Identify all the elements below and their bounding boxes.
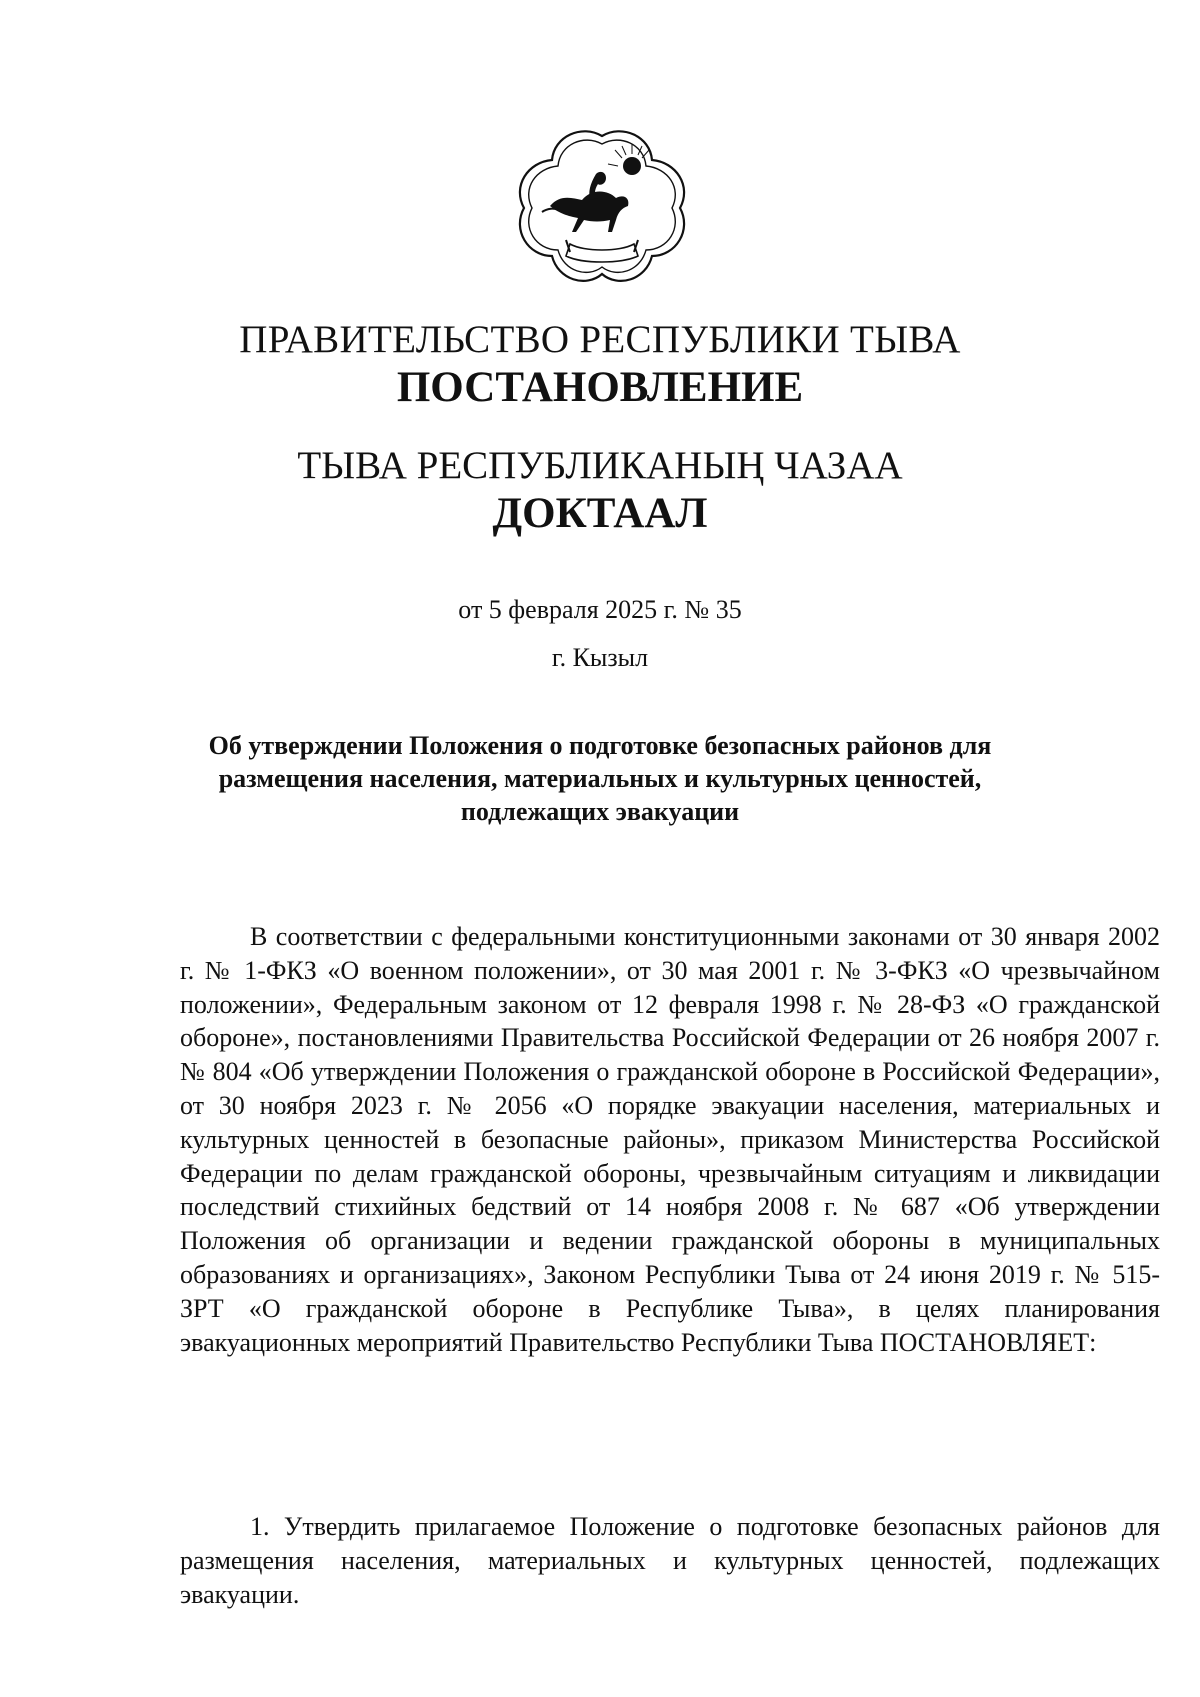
document-date-number: от 5 февраля 2025 г. № 35: [458, 595, 742, 624]
organization-name-tv: ТЫВА РЕСПУБЛИКАНЫҢ ЧАЗАА: [297, 444, 903, 487]
preamble-paragraph: В соответствии с федеральными конституционными законами от 30 января 2002 г. № 1-ФКЗ «О военном положении», от 30 мая 2001 г. № 3-ФКЗ «О чрезвычайном положении», Федеральным законом от 12 февраля 1998 г. № 28-ФЗ «О гражданской обороне», постановлениями Правительства Российской Федерации от 26 ноября 2007 г. № 804 «Об утверждении Положения о гражданской обороне в Российской Федерации», от 30 ноября 2023 г. № 2056 «О порядке эвакуации населения, материальных и культурных ценностей в безопасные районы», приказом Министерства Российской Федерации по делам гражданской обороны, чрезвычайным ситуациям и ликвидации последствий стихийных бедствий от 14 ноября 2008 г. № 687 «Об утверждении Положения об организации и ведении гражданской обороны в муниципальных образованиях и организациях», Законом Республики Тыва от 24 июня 2019 г. № 515-ЗРТ «О гражданской обороне в Республике Тыва», в целях планирования эвакуационных мероприятий Правительство Республики Тыва ПОСТАНОВЛЯЕТ:: [180, 922, 1160, 1357]
organization-name-ru: ПРАВИТЕЛЬСТВО РЕСПУБЛИКИ ТЫВА: [239, 318, 961, 361]
tuva-coat-of-arms-icon: [512, 128, 692, 288]
document-title: Об утверждении Положения о подготовке безопасных районов для размещения населения, материальных и культурных ценностей, подлежащих эвакуации: [208, 731, 992, 826]
document-type-ru: ПОСТАНОВЛЕНИЕ: [396, 364, 804, 411]
item-1-paragraph: 1. Утвердить прилагаемое Положение о подготовке безопасных районов для размещения населения, материальных и культурных ценностей, подлежащих эвакуации.: [180, 1512, 1160, 1609]
document-type-tv: ДОКТААЛ: [492, 490, 708, 537]
document-city: г. Кызыл: [551, 643, 649, 672]
